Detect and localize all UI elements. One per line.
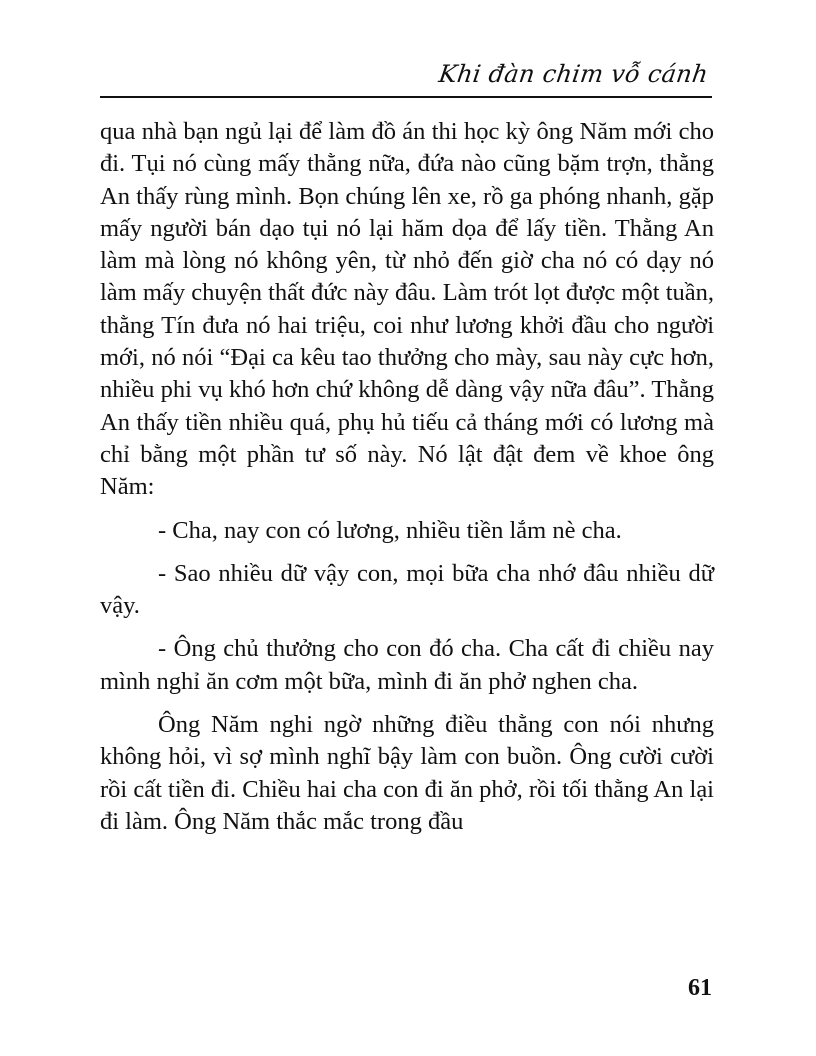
running-title: Khi đàn chim vỗ cánh (437, 60, 710, 88)
page-number: 61 (688, 975, 712, 1001)
running-header (100, 50, 712, 98)
dialogue-line: - Cha, nay con có lương, nhiều tiền lắm nè cha. (158, 516, 622, 544)
dialogue-line: - Ông chủ thưởng cho con đó cha. Cha cất đi chiều nay mình nghỉ ăn cơm một bữa, mình đi ăn phở nghen cha. (100, 635, 714, 695)
dialogue-line: - Sao nhiều dữ vậy con, mọi bữa cha nhớ đâu nhiều dữ vậy. (100, 559, 714, 620)
paragraph: Ông Năm nghi ngờ những điều thằng con nói nhưng không hỏi, vì sợ mình nghĩ bậy làm con buồn. Ông cười cười rồi cất tiền đi. Chiều hai cha con đi ăn phở, rồi tối thằng An lại đi làm. Ông Năm thắc mắc trong đầu (100, 711, 714, 835)
body-text (100, 116, 714, 838)
paragraph-continuation: qua nhà bạn ngủ lại để làm đồ án thi học kỳ ông Năm mới cho đi. Tụi nó cùng mấy thằng nữa, đứa nào cũng bặm trợn, thằng An thấy rùng mình. Bọn chúng lên xe, rồ ga phóng nhanh, gặp mấy người bán dạo tụi nó lại hăm dọa để lấy tiền. Thằng An làm mà lòng nó không yên, từ nhỏ đến giờ cha nó có dạy nó làm mấy chuyện thất đức này đâu. Làm trót lọt được một tuần, thằng Tín đưa nó hai triệu, coi như lương khởi đầu cho người mới, nó nói “Đại ca kêu tao thưởng cho mày, sau này cực hơn, nhiều phi vụ khó hơn chứ không dễ dàng vậy nữa đâu”. Thằng An thấy tiền nhiều quá, phụ hủ tiếu cả tháng mới có lương mà chỉ bằng một phần tư số này. Nó lật đật đem về khoe ông Năm: (100, 118, 714, 501)
